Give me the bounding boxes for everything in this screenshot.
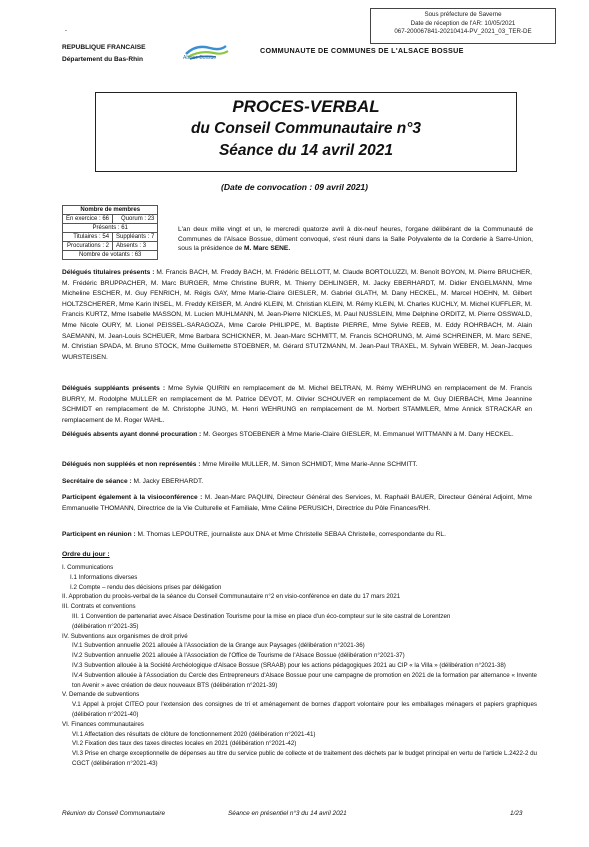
agenda-item: V. Demande de subventions	[62, 691, 140, 699]
visio-label: Participent également à la visioconférence :	[62, 494, 203, 501]
suppleants-paragraph	[62, 384, 532, 426]
agenda-item: VI.3 Prise en charge exceptionnelle de dépenses au titre du service public de collecte et de traitement des déchets par le budget principal en vertu de l'article L.2422-2 du CGCT (délibération n°2021-43)	[72, 750, 537, 767]
members-votants: Nombre de votants : 63	[63, 251, 158, 260]
document-title: PROCES-VERBAL	[232, 97, 380, 116]
agenda-item: IV.3 Subvention allouée à la Société Archéologique d'Alsace Bossue (SRAAB) pour les actions pédagogiques 2021 au CIP « la Villa » (délibération n°2021-38)	[72, 661, 506, 669]
republic-label: REPUBLIQUE FRANCAISE	[62, 44, 146, 51]
agenda-item: V.1 Appel à projet CITEO pour l'extension des consignes de tri et aménagement de bornes d'apport volontaire pour les emballages ménagers et papiers graphiques (délibération n°2021-40)	[72, 701, 537, 718]
agenda-item: I.2 Compte – rendu des décisions prises par délégation	[70, 583, 222, 591]
agenda-item: IV. Subventions aux organismes de droit privé	[62, 632, 188, 640]
secretaire-label: Secrétaire de séance :	[62, 478, 132, 485]
agenda-item: (délibération n°2021-35)	[72, 622, 139, 630]
header-dash: -	[65, 28, 67, 34]
agenda-item: VI. Finances communautaires	[62, 720, 144, 728]
footer-center: Séance en présentiel n°3 du 14 avril 2021	[228, 810, 347, 817]
department-label: Département du Bas-Rhin	[62, 56, 143, 63]
agenda-title: Ordre du jour :	[62, 551, 110, 558]
reunion-paragraph	[62, 530, 532, 541]
members-count-table	[62, 205, 158, 260]
secretaire-text: M. Jacky EBERHARDT.	[131, 478, 204, 485]
stamp-line-3: 067-200067841-20210414-PV_2021_03_TER-DE	[394, 28, 532, 36]
procuration-label: Délégués absents ayant donné procuration :	[62, 431, 202, 438]
members-suppleants: Suppléants : 7	[113, 233, 158, 242]
agenda-item: IV.1 Subvention annuelle 2021 allouée à l'Association de la Grange aux Paysages (délibération n°2021-36)	[72, 642, 365, 650]
members-titulaires: Titulaires : 54	[63, 233, 113, 242]
stamp-line-2: Date de réception de l'AR: 10/05/2021	[410, 19, 516, 27]
non-supplees-paragraph	[62, 460, 532, 471]
visio-text: M. Jean-Marc PAQUIN, Directeur Général des Services, M. Raphaël BAUER, Directeur Général Adjoint, Mme Emmanuelle THOMANN, Directrice de la Vie Culturelle et Familiale, Mme Céline PERUSICH, Directrice du Pôle Finances/RH.	[62, 494, 533, 512]
members-quorum: Quorum : 23	[113, 215, 158, 224]
agenda-item: VI.1 Affectation des résultats de clôture de fonctionnement 2020 (délibération n°2021-41)	[72, 730, 316, 738]
header-left	[62, 42, 146, 66]
members-absents: Absents : 3	[113, 242, 158, 251]
president-name: M. Marc SENE.	[243, 245, 291, 252]
reunion-text: M. Thomas LEPOUTRE, journaliste aux DNA et Mme Christelle SEBAA Christelle, correspondante du RL.	[135, 531, 446, 538]
footer-page-number: 1/23	[510, 810, 523, 817]
session-date: Séance du 14 avril 2021	[218, 142, 394, 159]
visio-paragraph	[62, 493, 532, 514]
agenda-item: III. Contrats et conventions	[62, 603, 136, 611]
agenda-item: I.1 Informations diverses	[70, 573, 138, 581]
members-presents: Présents : 61	[63, 224, 158, 233]
logo-caption: Alsace Bossue	[183, 55, 217, 61]
agenda-item: III. 1 Convention de partenariat avec Alsace Destination Tourisme pour la mise en place d'un éco-compteur sur le site castral de Lorentzen	[72, 612, 451, 620]
procuration-text: M. Georges STOEBENER à Mme Marie-Claire GIESLER, M. Emmanuel WITTMANN à M. Dany HECKEL.	[201, 431, 514, 438]
convocation-date: (Date de convocation : 09 avril 2021)	[221, 182, 368, 192]
intro-text: L'an deux mille vingt et un, le mercredi quatorze avril à dix-neuf heures, l'organe délibérant de la Communauté de Communes de l'Alsace Bossue, dûment convoqué, s'est réuni dans la Salle Polyvalente de la Corderie à Sarre-Union, sous la présidence de	[178, 226, 533, 252]
agenda-item: VI.2 Fixation des taux des taxes directes locales en 2021 (délibération n°2021-42)	[72, 740, 297, 748]
titulaires-label: Délégués titulaires présents :	[62, 269, 155, 276]
agenda-item: II. Approbation du procès-verbal de la séance du Conseil Communautaire n°2 en visio-conférence en date du 17 mars 2021	[62, 593, 401, 601]
agenda-item: I. Communications	[62, 564, 114, 571]
titulaires-paragraph	[62, 268, 532, 363]
stamp-line-1: Sous préfecture de Saverne	[424, 11, 502, 18]
document-title-box	[95, 92, 517, 172]
agenda-list	[62, 563, 537, 769]
secretaire-paragraph	[62, 477, 532, 488]
non-supplees-label: Délégués non suppléés et non représentés :	[62, 461, 201, 468]
titulaires-text: M. Francis BACH, M. Freddy BACH, M. Frédéric BELLOTT, M. Claude BORTOLUZZI, M. Benoît BOYON, M. Pierre BRUCHER, M. Frédéric BRUPPACHER, M. Marc BURGER, Mme Christine BURR, M. Thierry DEHLINGER, M. Jacky EBERHARDT, M. Didier ENGELMANN, Mme Micheline ESCHER, M. Guy FENRICH, M. Régis GAY, Mme Marie-Claire GIESLER, M. Gabriel GLATH, M. Dany HECKEL, M. Marcel HOEHN, M. Gilbert HOLTZSCHERER, Mme Karin INSEL, M. Freddy KEISER, M. André KLEIN, M. Christian KLEIN, M. Rémy KLEIN, M. Charles KUCHLY, M. Michel KUFFLER, M. Francis KURTZ, Mme Isabelle MASSON, M. Lucien MUHLMANN, M. Jean-Pierre NICKLES, M. Paul NUSSLEIN, Mme Delphine ORDITZ, M. Pierre OSSWALD, Mme Nicole OURY, M. Lionel PEISSEL-SARAGOZA, Mme Carole PHILIPPE, M. Baptiste PIERRE, Mme Sylvie REEB, M. Eddy ROHRBACH, M. Alain SAEMANN, M. Jean-Louis SCHEUER, Mme Barbara SCHICKNER, M. Jean-Marc SCHMITT, M. Francis SCHORUNG, M. Aimé SCHREINER, M. Marc SENE, M. Christian SPADA, M. Bruno STOCK, Mme Guillemette STOEBNER, M. Gérard STUTZMANN, M. Jean-Paul TRAXEL, M. Sylvain WEBER, M. Jean-Jacques WURSTEISEN.	[62, 269, 532, 361]
community-title: COMMUNAUTE DE COMMUNES DE L'ALSACE BOSSUE	[260, 46, 464, 55]
non-supplees-text: Mme Mireille MULLER, M. Simon SCHMIDT, Mme Marie-Anne SCHMITT.	[200, 461, 418, 468]
members-header: Nombre de membres	[63, 206, 158, 215]
suppleants-label: Délégués suppléants présents :	[62, 385, 166, 392]
procuration-paragraph	[62, 430, 532, 441]
suppleants-text: Mme Sylvie QUIRIN en remplacement de M. Michel BELTRAN, M. Rémy WEHRUNG en remplacement de M. Francis BURRY, M. Rodolphe MULLER en remplacement de M. Patrice DEVOT, M. Olivier SCHOUVER en remplacement de M. Guy DIERBACH, Mme Jeannine SCHMIDT en remplacement de M. Christophe JUNG, M. Henri WEHRUNG en remplacement de M. Norbert STAMMLER, Mme Annick STRACKAR en remplacement de M. Roger WAHL.	[62, 385, 532, 424]
agenda-item: IV.4 Subvention allouée à l'Association du Cercle des Entrepreneurs d'Alsace Bossue pour une campagne de promotion en 2021 de la formation par alternance « Invente ton Avenir » avec création de deux nouveaux BTS (délibération n°2021-39)	[72, 671, 537, 689]
reunion-label: Participent en réunion :	[62, 531, 136, 538]
members-procurations: Procurations : 2	[63, 242, 113, 251]
footer-left: Réunion du Conseil Communautaire	[62, 810, 166, 817]
document-subtitle: du Conseil Communautaire n°3	[190, 120, 422, 137]
members-exercice: En exercice : 66	[63, 215, 113, 224]
intro-paragraph	[178, 225, 533, 254]
agenda-item: IV.2 Subvention annuelle 2021 allouée à l'Association de l'Office de Tourisme de l'Alsace Bossue (délibération n°2021-37)	[72, 652, 405, 660]
prefecture-stamp	[370, 8, 556, 44]
